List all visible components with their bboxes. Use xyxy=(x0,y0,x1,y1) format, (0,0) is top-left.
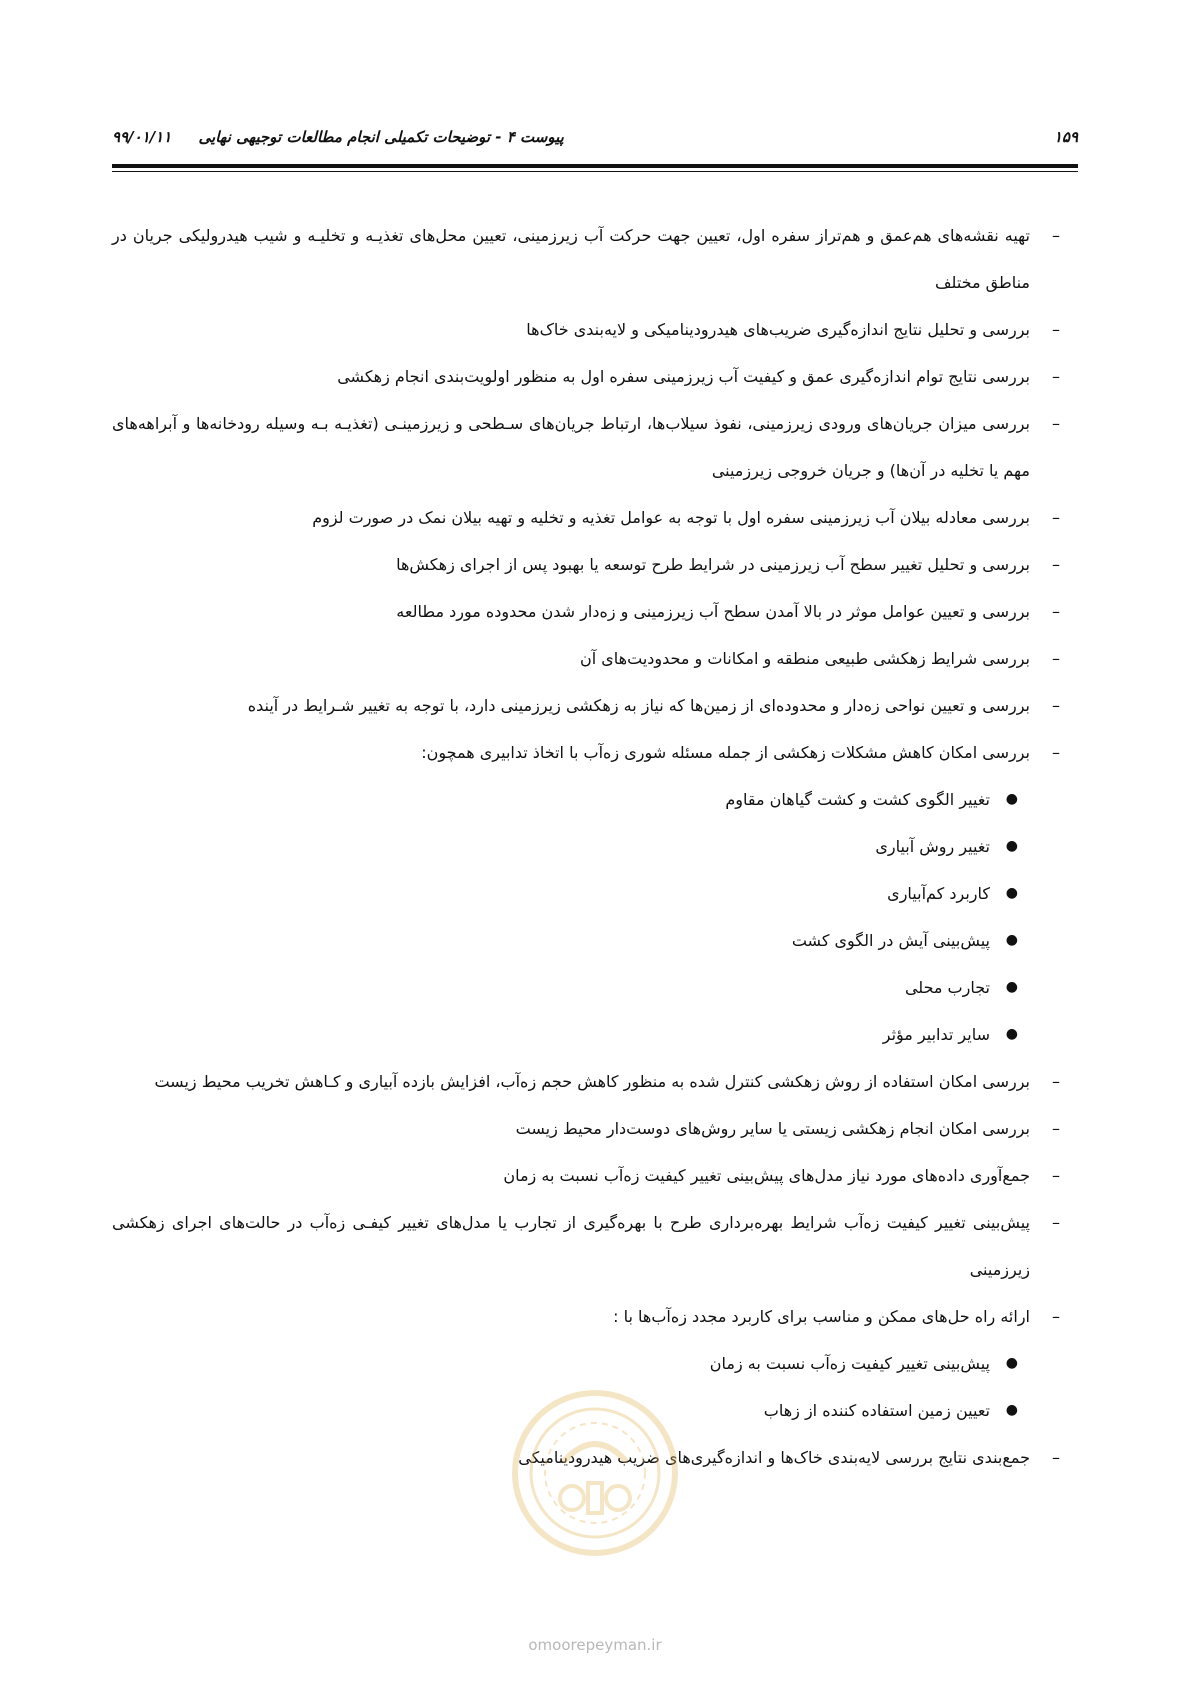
list-item xyxy=(112,400,1078,494)
header-title xyxy=(112,128,564,146)
list-item xyxy=(112,682,1078,729)
dash-marker: – xyxy=(1052,226,1060,245)
bullet-icon: ● xyxy=(1005,932,1018,948)
sub-list-item-text: تغییر روش آبیاری xyxy=(875,837,990,856)
dash-marker: – xyxy=(1052,696,1060,715)
list-item-text: بررسی و تعیین نواحی زه‌دار و محدوده‌ای از زمین‌ها که نیاز به زهکشی زیرزمینی دارد، با توجه به تغییر شـرایط در آینده xyxy=(247,696,1030,715)
list-item xyxy=(112,729,1078,776)
sub-list-item xyxy=(112,964,1078,1011)
list-item xyxy=(112,212,1078,306)
bullet-icon: ● xyxy=(1005,838,1018,854)
sub-list-item xyxy=(112,1011,1078,1058)
list-item-text: بررسی میزان جریان‌های ورودی زیرزمینی، نفوذ سیلاب‌ها، ارتباط جریان‌های سـطحی و زیرزمینـی (تغذیـه بـه وسیله رودخانه‌ها و آبراهه‌های مهم یا تخلیه در آن‌ها) و جریان خروجی زیرزمینی xyxy=(112,414,1030,480)
dash-marker: – xyxy=(1052,1307,1060,1326)
page-number: ۱۵۹ xyxy=(1053,128,1078,146)
body-text xyxy=(112,212,1078,1481)
dash-marker: – xyxy=(1052,414,1060,433)
sub-list-item xyxy=(112,917,1078,964)
list-item xyxy=(112,1105,1078,1152)
watermark-url: omoorepeyman.ir xyxy=(528,1636,662,1654)
list-item xyxy=(112,541,1078,588)
list-item xyxy=(112,494,1078,541)
list-item xyxy=(112,353,1078,400)
bullet-icon: ● xyxy=(1005,885,1018,901)
sub-list-item-text: پیش‌بینی آیش در الگوی کشت xyxy=(791,931,990,950)
dash-marker: – xyxy=(1052,555,1060,574)
dash-marker: – xyxy=(1052,508,1060,527)
bullet-icon: ● xyxy=(1005,979,1018,995)
dash-marker: – xyxy=(1052,320,1060,339)
bullet-icon: ● xyxy=(1005,1402,1018,1418)
list-item-text: جمع‌آوری داده‌های مورد نیاز مدل‌های پیش‌بینی تغییر کیفیت زه‌آب نسبت به زمان xyxy=(503,1166,1030,1185)
bullet-icon: ● xyxy=(1005,1355,1018,1371)
list-item xyxy=(112,1152,1078,1199)
list-item-text: بررسی شرایط زهکشی طبیعی منطقه و امکانات و محدودیت‌های آن xyxy=(579,649,1030,668)
header-date: ۹۹/۰۱/۱۱ xyxy=(112,128,172,146)
dash-marker: – xyxy=(1052,1166,1060,1185)
dash-marker: – xyxy=(1052,602,1060,621)
sub-list-item-text: پیش‌بینی تغییر کیفیت زه‌آب نسبت به زمان xyxy=(709,1354,990,1373)
dash-marker: – xyxy=(1052,1213,1060,1232)
bullet-icon: ● xyxy=(1005,791,1018,807)
list-item-text: بررسی امکان انجام زهکشی زیستی یا سایر روش‌های دوست‌دار محیط زیست xyxy=(515,1119,1030,1138)
header-rule-thick xyxy=(112,164,1078,168)
list-item xyxy=(112,1058,1078,1105)
list-item-text: بررسی معادله بیلان آب زیرزمینی سفره اول با توجه به عوامل تغذیه و تخلیه و تهیه بیلان نمک در صورت لزوم xyxy=(312,508,1030,527)
sub-list-item-text: کاربرد کم‌آبیاری xyxy=(887,884,990,903)
sub-list-item xyxy=(112,1387,1078,1434)
list-item-text: تهیه نقشه‌های هم‌عمق و هم‌تراز سفره اول، تعیین جهت حرکت آب زیرزمینی، تعیین محل‌های تغذیـه و تخلیـه و شیب هیدرولیکی جریان در مناطق مختلف xyxy=(112,226,1030,292)
list-item-text: پیش‌بینی تغییر کیفیت زه‌آب شرایط بهره‌برداری طرح با بهره‌گیری از تجارب یا مدل‌های تغییر کیفـی زه‌آب در حالت‌های اجرای زهکشی زیرزمینی xyxy=(112,1213,1030,1279)
list-item xyxy=(112,306,1078,353)
header-title-text: پیوست ۴ - توضیحات تکمیلی انجام مطالعات توجیهی نهایی xyxy=(198,128,564,146)
sub-list-item xyxy=(112,870,1078,917)
dash-marker: – xyxy=(1052,1072,1060,1091)
sub-list-item-text: تغییر الگوی کشت و کشت گیاهان مقاوم xyxy=(725,790,990,809)
dash-marker: – xyxy=(1052,1119,1060,1138)
list-item xyxy=(112,1293,1078,1340)
dash-marker: – xyxy=(1052,367,1060,386)
list-item-text: بررسی و تحلیل تغییر سطح آب زیرزمینی در شرایط طرح توسعه یا بهبود پس از اجرای زهکش‌ها xyxy=(396,555,1030,574)
sub-list-item xyxy=(112,776,1078,823)
sub-list-item xyxy=(112,823,1078,870)
list-item-text: بررسی امکان کاهش مشکلات زهکشی از جمله مسئله شوری زه‌آب با اتخاذ تدابیری همچون: xyxy=(421,743,1030,762)
list-item-text: بررسی و تعیین عوامل موثر در بالا آمدن سطح آب زیرزمینی و زه‌دار شدن محدوده مورد مطالعه xyxy=(396,602,1030,621)
bullet-icon: ● xyxy=(1005,1026,1018,1042)
dash-marker: – xyxy=(1052,649,1060,668)
list-item-text: بررسی امکان استفاده از روش زهکشی کنترل شده به منظور کاهش حجم زه‌آب، افزایش بازده آبیاری و کـاهش تخریب محیط زیست xyxy=(154,1072,1030,1091)
dash-marker: – xyxy=(1052,1448,1060,1467)
dash-marker: – xyxy=(1052,743,1060,762)
list-item-text: جمع‌بندی نتایج بررسی لایه‌بندی خاک‌ها و اندازه‌گیری‌های ضریب هیدرودینامیکی xyxy=(518,1448,1030,1467)
list-item xyxy=(112,635,1078,682)
sub-list-item xyxy=(112,1340,1078,1387)
header-rule-thin xyxy=(112,171,1078,172)
sub-list-item-text: سایر تدابیر مؤثر xyxy=(882,1025,990,1044)
list-item-text: ارائه راه حل‌های ممکن و مناسب برای کاربرد مجدد زه‌آب‌ها با : xyxy=(613,1307,1030,1326)
page-header xyxy=(112,128,1078,146)
sub-list-item-text: تجارب محلی xyxy=(904,978,990,997)
list-item-text: بررسی نتایج توام اندازه‌گیری عمق و کیفیت آب زیرزمینی سفره اول به منظور اولویت‌بندی انجام زهکشی xyxy=(337,367,1030,386)
list-item xyxy=(112,1434,1078,1481)
list-item xyxy=(112,1199,1078,1293)
sub-list-item-text: تعیین زمین استفاده کننده از زهاب xyxy=(763,1401,990,1420)
list-item xyxy=(112,588,1078,635)
list-item-text: بررسی و تحلیل نتایج اندازه‌گیری ضریب‌های هیدرودینامیکی و لایه‌بندی خاک‌ها xyxy=(526,320,1030,339)
